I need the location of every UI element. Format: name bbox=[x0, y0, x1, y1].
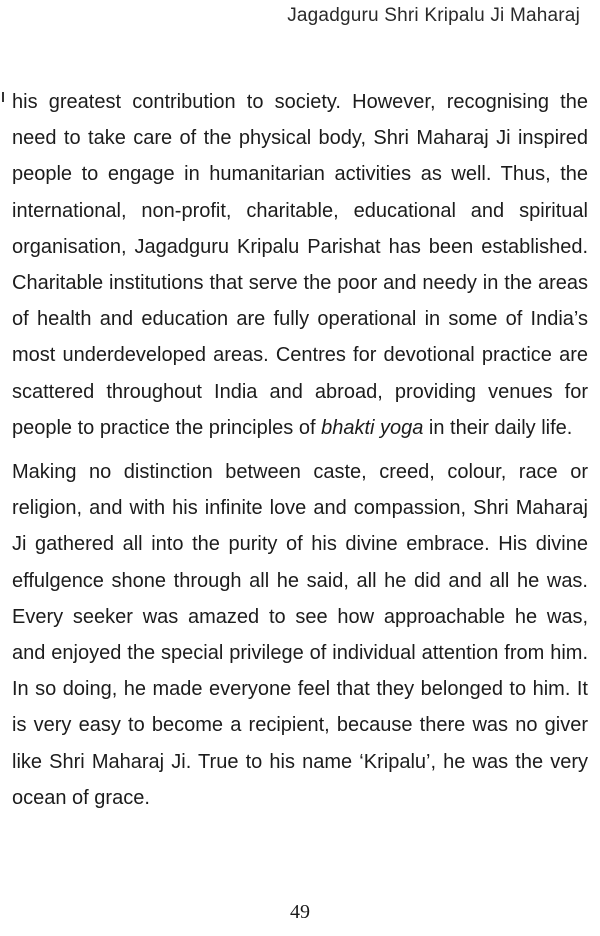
body-text bbox=[12, 84, 588, 816]
paragraph-2: Making no distinction between caste, creed, colour, race or religion, and with his infinite love and compassion, Shri Maharaj Ji gathered all into the purity of his divine embrace. His divine effulgence shone through all he said, all he did and all he was. Every seeker was amazed to see how approachable he was, and enjoyed the special privilege of individual attention from him. In so doing, he made everyone feel that they belonged to him. It is very easy to become a recipient, because there was no giver like Shri Maharaj Ji. True to his name ‘Kripalu’, he was the very ocean of grace. bbox=[12, 461, 588, 809]
paragraph-1 bbox=[12, 84, 588, 446]
italic-term: bhakti yoga bbox=[321, 416, 424, 439]
page-number: 49 bbox=[290, 901, 310, 923]
margin-mark bbox=[2, 92, 4, 102]
running-header: Jagadguru Shri Kripalu Ji Maharaj bbox=[287, 5, 580, 26]
paragraph-1-text-b: in their daily life. bbox=[423, 416, 573, 439]
paragraph-1-text-a: his greatest contribution to society. However, recognising the need to take care of the physical body, Shri Maharaj Ji inspired people to engage in humanitarian activities as well. Thus, the international, non-profit, charitable, educational and spiritual organisation, Jagadguru Kripalu Parishat has been established. Charitable institutions that serve the poor and needy in the areas of health and education are fully operational in some of India’s most underdeveloped areas. Centres for devotional practice are scattered throughout India and abroad, providing venues for people to practice the principles of bbox=[12, 91, 588, 439]
